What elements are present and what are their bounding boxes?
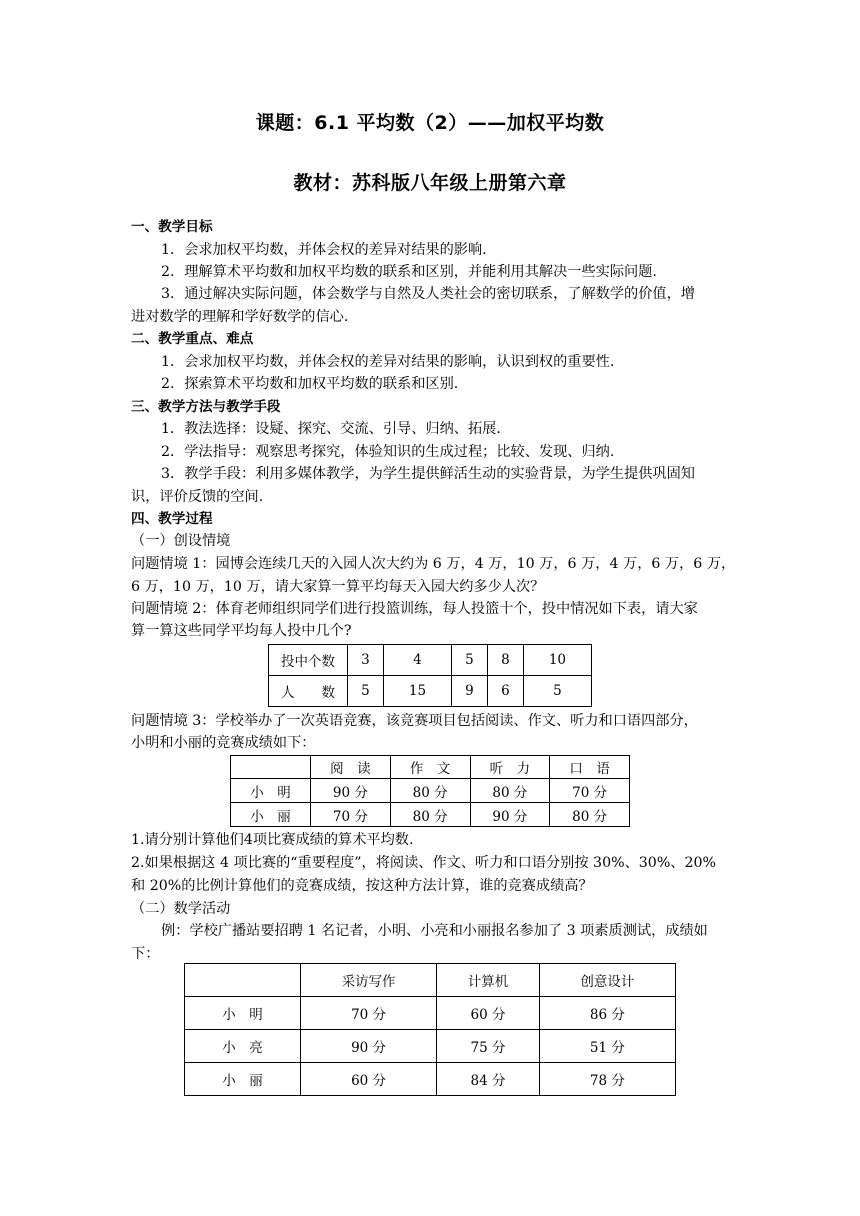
section-heading-process: 四、教学过程: [131, 511, 213, 527]
table-cell: 小 亮: [185, 1030, 301, 1063]
table-row: [185, 1063, 676, 1096]
question-2-line-1: 问题情境 2：体育老师组织同学们进行投篮训练，每人投篮十个，投中情况如下表，请大家: [131, 601, 698, 617]
table-cell: 投中个数: [269, 645, 348, 676]
subsection-activity: （二）数学活动: [131, 901, 231, 917]
table-cell: 70 分: [311, 803, 391, 827]
table-cell: 80 分: [390, 779, 470, 803]
keypoint-item-1: 1．会求加权平均数，并体会权的差异对结果的影响，认识到权的重要性.: [161, 354, 615, 370]
table-cell: 5: [348, 676, 384, 707]
task-2-line-2: 和 20%的比例计算他们的竞赛成绩，按这种方法计算，谁的竞赛成绩高？: [131, 878, 593, 894]
subsection-scenario: （一）创设情境: [131, 533, 231, 549]
table-row: [231, 756, 630, 779]
section-heading-methods: 三、教学方法与教学手段: [131, 399, 281, 415]
table-row: [185, 997, 676, 1030]
question-3-line-1: 问题情境 3：学校举办了一次英语竞赛，该竞赛项目包括阅读、作文、听力和口语四部分，: [131, 713, 698, 729]
english-scores-table: [230, 755, 630, 827]
table-cell: 小 明: [185, 997, 301, 1030]
table-row: [231, 803, 630, 827]
table-cell: 采访写作: [301, 964, 437, 997]
section-heading-goals: 一、教学目标: [131, 219, 213, 235]
table-cell: 78 分: [539, 1063, 675, 1096]
table-cell: 4: [383, 645, 451, 676]
table-cell: 90 分: [470, 803, 550, 827]
section-heading-keypoints: 二、教学重点、难点: [131, 331, 254, 347]
method-item-1: 1．教法选择：设疑、探究、交流、引导、归纳、拓展.: [161, 421, 501, 437]
table-cell: 9: [452, 676, 488, 707]
table-cell: 5: [452, 645, 488, 676]
goal-item-3: 3．通过解决实际问题，体会数学与自然及人类社会的密切联系，了解数学的价值，增: [161, 286, 695, 302]
lesson-title: 课题：6.1 平均数（2）——加权平均数: [255, 112, 605, 134]
recruit-scores-table: [184, 963, 676, 1096]
table-row: [185, 1030, 676, 1063]
table-row: [269, 645, 592, 676]
method-item-2: 2．学法指导：观察思考探究，体验知识的生成过程；比较、发现、归纳.: [161, 444, 615, 460]
goal-item-3-cont: 进对数学的理解和学好数学的信心.: [131, 309, 349, 325]
table-cell: 6: [487, 676, 523, 707]
task-2-line-1: 2.如果根据这 4 项比赛的“重要程度”，将阅读、作文、听力和口语分别按 30%、30%、20%: [131, 855, 717, 871]
table-cell: 60 分: [437, 997, 540, 1030]
table-row: [231, 779, 630, 803]
table-cell: 84 分: [437, 1063, 540, 1096]
table-cell: 51 分: [539, 1030, 675, 1063]
keypoint-item-2: 2．探索算术平均数和加权平均数的联系和区别.: [161, 376, 459, 392]
table-cell: 小 丽: [185, 1063, 301, 1096]
table-cell: 70 分: [301, 997, 437, 1030]
table-cell: 15: [383, 676, 451, 707]
table-cell: 计算机: [437, 964, 540, 997]
table-cell: 10: [523, 645, 591, 676]
table-cell: 8: [487, 645, 523, 676]
table-cell: 3: [348, 645, 384, 676]
task-1: 1.请分别计算他们4项比赛成绩的算术平均数.: [131, 832, 414, 848]
table-cell: 听 力: [470, 756, 550, 779]
textbook-subtitle: 教材：苏科版八年级上册第六章: [293, 172, 567, 194]
table-cell: 小 丽: [231, 803, 311, 827]
table-cell: 创意设计: [539, 964, 675, 997]
method-item-3-cont: 识，评价反馈的空间.: [131, 489, 264, 505]
table-cell: 86 分: [539, 997, 675, 1030]
table-cell: 小 明: [231, 779, 311, 803]
table-cell: 80 分: [470, 779, 550, 803]
table-cell: 人 数: [269, 676, 348, 707]
goal-item-1: 1．会求加权平均数，并体会权的差异对结果的影响.: [161, 242, 487, 258]
example-line-1: 例：学校广播站要招聘 1 名记者，小明、小亮和小丽报名参加了 3 项素质测试，成绩如: [161, 923, 708, 939]
table-cell: 5: [523, 676, 591, 707]
question-1-line-1: 问题情境 1：园博会连续几天的入园人次大约为 6 万，4 万，10 万，6 万，4 万，6 万，6 万，: [131, 556, 736, 572]
table-cell: 70 分: [550, 779, 630, 803]
method-item-3: 3．教学手段：利用多媒体教学，为学生提供鲜活生动的实验背景，为学生提供巩固知: [161, 466, 695, 482]
question-2-line-2: 算一算这些同学平均每人投中几个?: [131, 623, 352, 639]
table-cell: 作 文: [390, 756, 470, 779]
table-cell: 80 分: [550, 803, 630, 827]
shots-table: [268, 644, 592, 707]
table-cell: [231, 756, 311, 779]
question-1-line-2: 6 万，10 万，10 万，请大家算一算平均每天入园大约多少人次？: [131, 579, 545, 595]
table-cell: 80 分: [390, 803, 470, 827]
table-cell: [185, 964, 301, 997]
table-cell: 60 分: [301, 1063, 437, 1096]
table-row: [185, 964, 676, 997]
table-cell: 阅 读: [311, 756, 391, 779]
table-cell: 75 分: [437, 1030, 540, 1063]
goal-item-2: 2．理解算术平均数和加权平均数的联系和区别，并能利用其解决一些实际问题.: [161, 264, 657, 280]
question-3-line-2: 小明和小丽的竞赛成绩如下：: [131, 735, 316, 751]
table-row: [269, 676, 592, 707]
table-cell: 90 分: [301, 1030, 437, 1063]
example-line-2: 下：: [131, 946, 160, 962]
table-cell: 90 分: [311, 779, 391, 803]
table-cell: 口 语: [550, 756, 630, 779]
